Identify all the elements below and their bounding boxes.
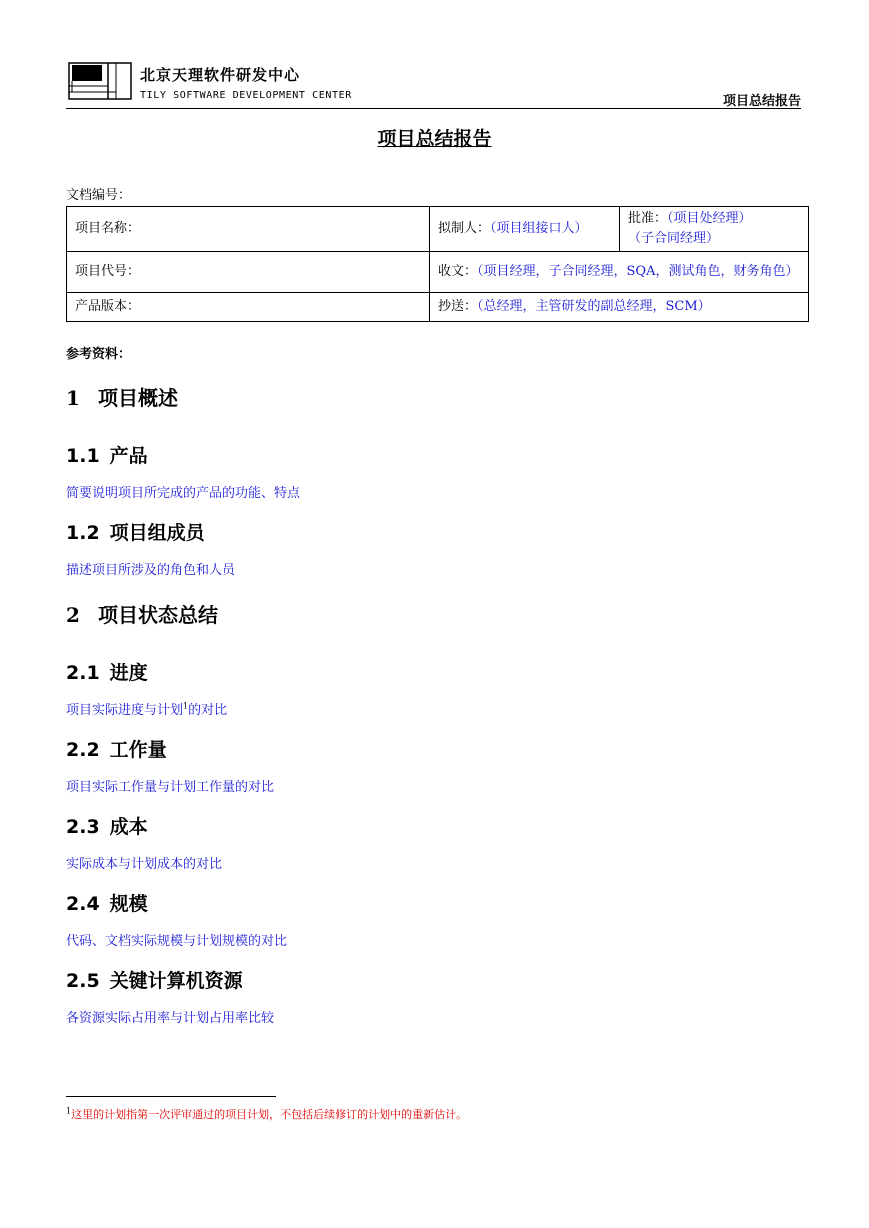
table-row xyxy=(67,293,809,322)
heading-1-1: 1.1 产品 xyxy=(66,445,148,467)
section-2-1-text: 项目实际进度与计划$^1$的对比 xyxy=(66,701,228,718)
drafter-cell: 拟制人：（项目组接口人） xyxy=(430,207,620,252)
doc-number-label: 文档编号： xyxy=(66,188,132,203)
project-code-cell: 项目代号： xyxy=(67,252,430,293)
section-2-2-text: 项目实际工作量与计划工作量的对比 xyxy=(66,780,275,795)
approver-cell: 批准：（项目处经理） （子合同经理） xyxy=(620,207,809,252)
heading-1: 1 项目概述 xyxy=(66,386,178,410)
section-2-4-text: 代码、文档实际规模与计划规模的对比 xyxy=(66,934,288,949)
footnote-divider xyxy=(66,1096,276,1097)
table-row xyxy=(67,207,809,252)
section-2-5-text: 各资源实际占用率与计划占用率比较 xyxy=(66,1011,275,1026)
document-info-table xyxy=(66,206,809,322)
heading-2-4: 2.4 规模 xyxy=(66,893,148,915)
company-name-cn: 北京天理软件研发中心 xyxy=(140,66,301,84)
project-name-cell: 项目名称： xyxy=(67,207,430,252)
heading-1-2: 1.2 项目组成员 xyxy=(66,522,205,544)
heading-2: 2 项目状态总结 xyxy=(66,603,218,627)
heading-2-5: 2.5 关键计算机资源 xyxy=(66,970,243,992)
section-1-2-text: 描述项目所涉及的角色和人员 xyxy=(66,563,236,578)
references-label: 参考资料： xyxy=(66,347,132,362)
header-doc-title: 项目总结报告 xyxy=(722,94,801,109)
table-row xyxy=(67,252,809,293)
receiver-cell: 收文：（项目经理，子合同经理，SQA，测试角色，财务角色） xyxy=(430,252,809,293)
section-1-1-text: 简要说明项目所完成的产品的功能、特点 xyxy=(66,486,301,501)
heading-2-2: 2.2 工作量 xyxy=(66,739,167,761)
company-name-en: TILY SOFTWARE DEVELOPMENT CENTER xyxy=(140,90,352,101)
product-version-cell: 产品版本： xyxy=(67,293,430,322)
section-2-3-text: 实际成本与计划成本的对比 xyxy=(66,857,223,872)
footnote: $^1$这里的计划指第一次评审通过的项目计划，不包括后续修订的计划中的重新估计。 xyxy=(66,1106,468,1121)
page-title: 项目总结报告 xyxy=(377,128,492,150)
header-divider xyxy=(66,108,801,109)
logo-icon xyxy=(68,62,132,100)
footnote-ref[interactable]: 1 xyxy=(183,701,189,711)
footnote-mark: 1 xyxy=(66,1106,72,1116)
heading-2-3: 2.3 成本 xyxy=(66,816,148,838)
cc-cell: 抄送：（总经理，主管研发的副总经理，SCM） xyxy=(430,293,809,322)
company-logo xyxy=(68,62,132,100)
heading-2-1: 2.1 进度 xyxy=(66,662,148,684)
